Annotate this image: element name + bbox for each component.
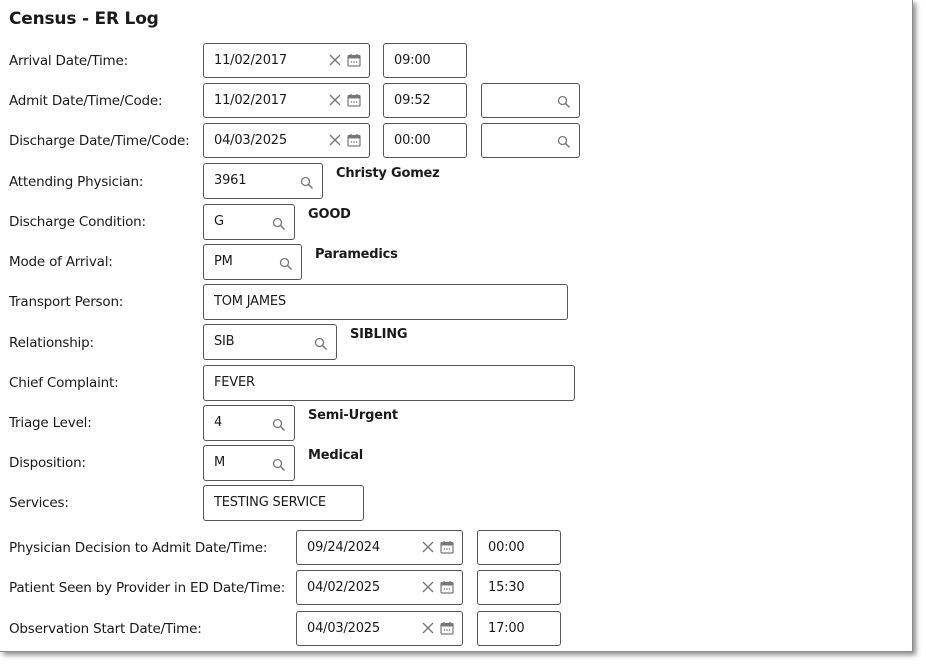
arrival-label: Arrival Date/Time: bbox=[9, 53, 128, 69]
transport-person-label: Transport Person: bbox=[9, 294, 124, 310]
disposition-field[interactable] bbox=[203, 445, 295, 481]
observation-start-label: Observation Start Date/Time: bbox=[9, 621, 202, 637]
mode-of-arrival-label: Mode of Arrival: bbox=[9, 254, 113, 270]
calendar-icon[interactable] bbox=[347, 53, 361, 67]
transport-person-value: TOM JAMES bbox=[214, 294, 286, 309]
observation-start-time-value: 17:00 bbox=[488, 621, 525, 636]
discharge-label: Discharge Date/Time/Code: bbox=[9, 133, 190, 149]
close-icon[interactable] bbox=[421, 621, 435, 635]
services-field[interactable] bbox=[203, 485, 364, 521]
triage-level-field[interactable] bbox=[203, 405, 295, 441]
search-icon[interactable] bbox=[279, 257, 293, 271]
discharge-code-field[interactable] bbox=[481, 123, 580, 158]
arrival-date-field[interactable] bbox=[203, 43, 370, 78]
observation-start-time-field[interactable] bbox=[477, 611, 561, 646]
arrival-time-field[interactable] bbox=[383, 43, 467, 78]
discharge-condition-field[interactable] bbox=[203, 204, 295, 240]
discharge-condition-label: Discharge Condition: bbox=[9, 214, 146, 230]
admit-label: Admit Date/Time/Code: bbox=[9, 93, 163, 109]
chief-complaint-label: Chief Complaint: bbox=[9, 375, 119, 391]
close-icon[interactable] bbox=[328, 53, 342, 67]
physician-decision-date-field[interactable] bbox=[296, 530, 463, 565]
close-icon[interactable] bbox=[421, 580, 435, 594]
close-icon[interactable] bbox=[328, 133, 342, 147]
admit-time-field[interactable] bbox=[383, 83, 467, 118]
calendar-icon[interactable] bbox=[440, 540, 454, 554]
relationship-label: Relationship: bbox=[9, 335, 94, 351]
search-icon[interactable] bbox=[314, 337, 328, 351]
attending-physician-field[interactable] bbox=[203, 163, 323, 199]
disposition-value: M bbox=[214, 455, 226, 470]
search-icon[interactable] bbox=[272, 418, 286, 432]
admit-date-field[interactable] bbox=[203, 83, 370, 118]
search-icon[interactable] bbox=[272, 217, 286, 231]
observation-start-date-value: 04/03/2025 bbox=[307, 621, 380, 636]
transport-person-field[interactable] bbox=[203, 284, 568, 320]
attending-physician-value: 3961 bbox=[214, 173, 247, 188]
relationship-field[interactable] bbox=[203, 324, 337, 360]
triage-level-value: 4 bbox=[214, 415, 223, 430]
physician-decision-time-value: 00:00 bbox=[488, 540, 525, 555]
chief-complaint-field[interactable] bbox=[203, 365, 575, 401]
observation-start-date-field[interactable] bbox=[296, 611, 463, 646]
calendar-icon[interactable] bbox=[347, 93, 361, 107]
relationship-description: SIBLING bbox=[350, 327, 408, 342]
physician-decision-time-field[interactable] bbox=[477, 530, 561, 565]
arrival-date-value: 11/02/2017 bbox=[214, 53, 287, 68]
admit-date-value: 11/02/2017 bbox=[214, 93, 287, 108]
discharge-condition-value: G bbox=[214, 214, 224, 229]
patient-seen-date-field[interactable] bbox=[296, 570, 463, 605]
patient-seen-time-field[interactable] bbox=[477, 570, 561, 605]
patient-seen-date-value: 04/02/2025 bbox=[307, 580, 380, 595]
mode-of-arrival-value: PM bbox=[214, 254, 233, 269]
relationship-value: SIB bbox=[214, 334, 235, 349]
mode-of-arrival-description: Paramedics bbox=[315, 247, 398, 262]
calendar-icon[interactable] bbox=[347, 133, 361, 147]
triage-level-description: Semi-Urgent bbox=[308, 408, 398, 423]
attending-physician-name: Christy Gomez bbox=[336, 166, 440, 181]
services-label: Services: bbox=[9, 495, 69, 511]
mode-of-arrival-field[interactable] bbox=[203, 244, 302, 280]
admit-time-value: 09:52 bbox=[394, 93, 431, 108]
disposition-label: Disposition: bbox=[9, 455, 86, 471]
patient-seen-time-value: 15:30 bbox=[488, 580, 525, 595]
close-icon[interactable] bbox=[421, 540, 435, 554]
discharge-date-value: 04/03/2025 bbox=[214, 133, 287, 148]
admit-code-field[interactable] bbox=[481, 83, 580, 118]
discharge-condition-description: GOOD bbox=[308, 207, 351, 222]
discharge-date-field[interactable] bbox=[203, 123, 370, 158]
attending-physician-label: Attending Physician: bbox=[9, 174, 144, 190]
patient-seen-label: Patient Seen by Provider in ED Date/Time: bbox=[9, 580, 286, 596]
chief-complaint-value: FEVER bbox=[214, 375, 255, 390]
close-icon[interactable] bbox=[328, 93, 342, 107]
physician-decision-date-value: 09/24/2024 bbox=[307, 540, 380, 555]
search-icon[interactable] bbox=[557, 135, 571, 149]
search-icon[interactable] bbox=[300, 176, 314, 190]
triage-level-label: Triage Level: bbox=[9, 415, 92, 431]
services-value: TESTING SERVICE bbox=[214, 495, 326, 510]
search-icon[interactable] bbox=[272, 458, 286, 472]
search-icon[interactable] bbox=[557, 95, 571, 109]
discharge-time-value: 00:00 bbox=[394, 133, 431, 148]
calendar-icon[interactable] bbox=[440, 621, 454, 635]
physician-decision-label: Physician Decision to Admit Date/Time: bbox=[9, 540, 268, 556]
arrival-time-value: 09:00 bbox=[394, 53, 431, 68]
calendar-icon[interactable] bbox=[440, 580, 454, 594]
disposition-description: Medical bbox=[308, 448, 364, 463]
page-title: Census - ER Log bbox=[9, 9, 159, 29]
discharge-time-field[interactable] bbox=[383, 123, 467, 158]
